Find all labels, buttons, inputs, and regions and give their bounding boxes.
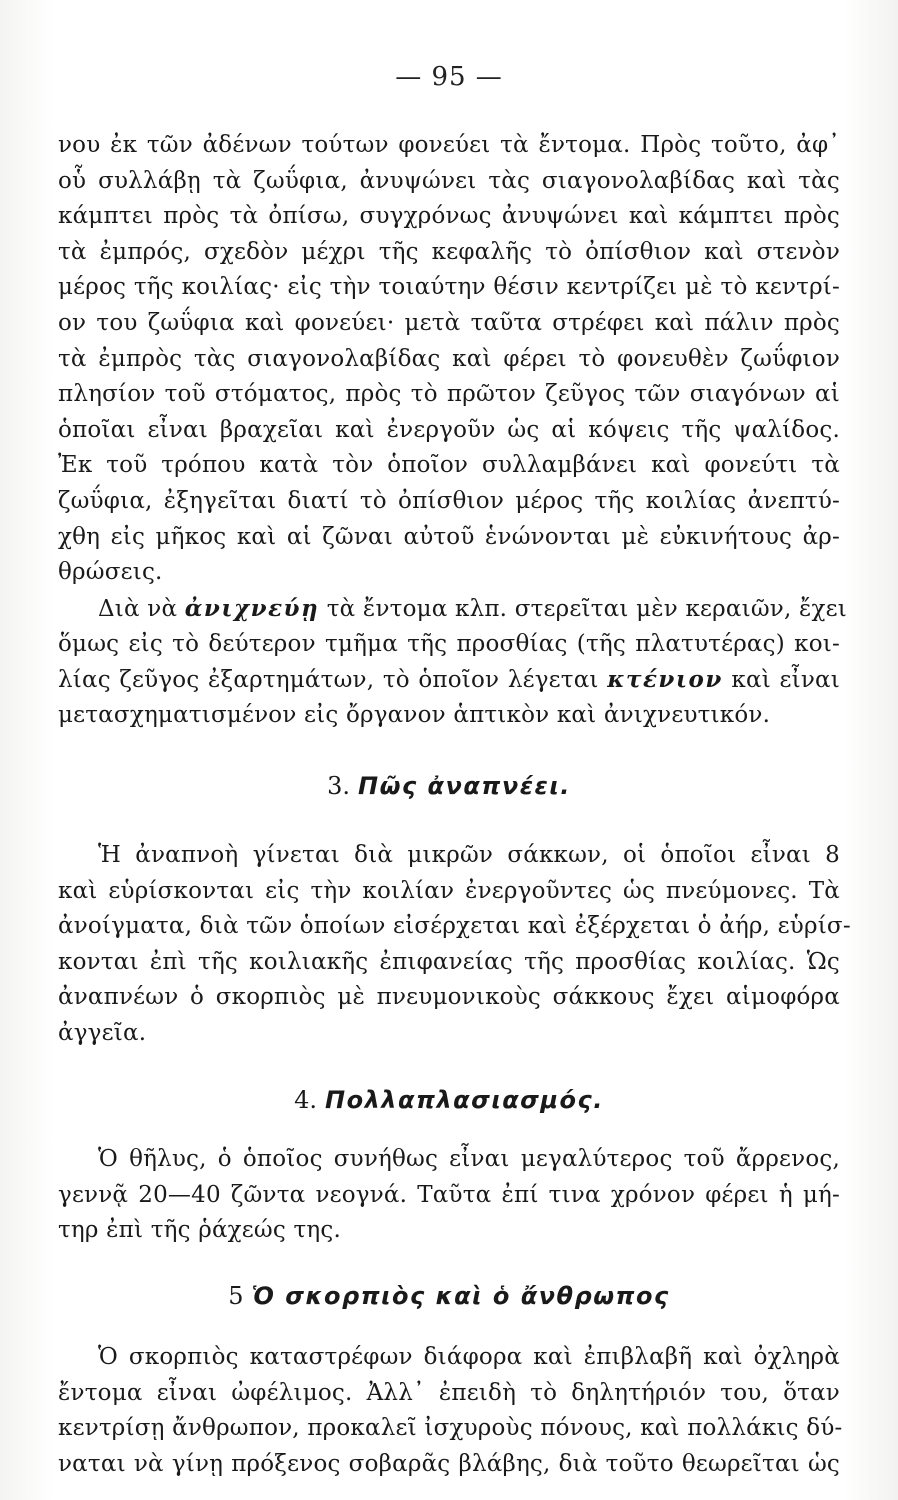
text-line: κονται ἐπὶ τῆς κοιλιακῆς ἐπιφανείας τῆς προσθίας κοιλίας. Ὡς <box>58 948 840 975</box>
heading-title: Πολλαπλασιασμός. <box>325 1086 604 1114</box>
heading-number: 5 <box>228 1282 244 1310</box>
emphasized-term: ἀνιχνεύῃ <box>184 595 320 622</box>
text-line: χθη εἰς μῆκος καὶ αἱ ζῶναι αὐτοῦ ἑνώνονται μὲ εὐκινήτους ἀρ- <box>58 523 840 550</box>
text-fragment: καὶ εἶναι <box>722 667 840 694</box>
text-line: Ὁ θῆλυς, ὁ ὁποῖος συνήθως εἶναι μεγαλύτερος τοῦ ἄρρενος, <box>98 1146 840 1172</box>
paragraph-scorpion-sensing <box>58 591 848 733</box>
text-line: μέρος τῆς κοιλίας· εἰς τὴν τοιαύτην θέσιν κεντρίζει μὲ τὸ κεντρί- <box>58 274 840 301</box>
text-line: οὗ συλλάβῃ τὰ ζωΰφια, ἀνυψώνει τὰς σιαγονολαβίδας καὶ τὰς <box>58 167 840 194</box>
text-line: Ἡ ἀναπνοὴ γίνεται διὰ μικρῶν σάκκων, οἱ ὁποῖοι εἶναι 8 <box>98 842 840 868</box>
text-line: τὰ ἐμπρὸς τὰς σιαγονολαβίδας καὶ φέρει τὸ φονευθὲν ζωΰφιον <box>58 345 840 372</box>
text-line: τηρ ἐπὶ τῆς ῥάχεώς της. <box>58 1217 341 1244</box>
text-line <box>58 662 840 698</box>
text-line: καὶ εὑρίσκονται εἰς τὴν κοιλίαν ἐνεργοῦντες ὡς πνεύμονες. Τὰ <box>58 877 840 904</box>
heading-number: 4. <box>294 1086 318 1114</box>
page-number: — 95 — <box>395 62 503 92</box>
text-line: ὅμως εἰς τὸ δεύτερον τμῆμα τῆς προσθίας (τῆς πλατυτέρας) κοι- <box>58 630 840 657</box>
paragraph-reproduction <box>58 1142 840 1249</box>
section-heading-5 <box>0 1278 898 1314</box>
text-line: πλησίον τοῦ στόματος, πρὸς τὸ πρῶτον ζεῦγος τῶν σιαγόνων αἱ <box>58 381 840 408</box>
text-line: ἀγγεῖα. <box>58 1019 147 1046</box>
section-heading-4 <box>0 1082 898 1118</box>
paragraph-scorpion-and-man <box>58 1340 843 1482</box>
text-line: θρώσεις. <box>58 559 163 586</box>
text-line <box>58 591 848 627</box>
emphasized-term: κτένιον <box>607 666 723 694</box>
heading-title: Πῶς ἀναπνέει. <box>358 772 571 800</box>
text-line: κεντρίσῃ ἄνθρωπον, προκαλεῖ ἰσχυροὺς πόνους, καὶ πολλάκις δύ- <box>58 1415 843 1442</box>
text-fragment: λίας ζεῦγος ἐξαρτημάτων, τὸ ὁποῖον λέγεται <box>58 667 608 694</box>
text-fragment: Διὰ νὰ <box>98 596 185 622</box>
text-line: Ὁ σκορπιὸς καταστρέφων διάφορα καὶ ἐπιβλαβῆ καὶ ὀχληρὰ <box>98 1344 840 1370</box>
paragraph-breathing <box>58 838 851 1052</box>
text-line: ναται νὰ γίνῃ πρόξενος σοβαρᾶς βλάβης, διὰ τοῦτο θεωρεῖται ὡς <box>58 1450 840 1477</box>
text-line: ἔντομα εἶναι ὠφέλιμος. Ἀλλ᾽ ἐπειδὴ τὸ δηλητήριόν του, ὅταν <box>58 1379 840 1406</box>
text-line: ζωΰφια, ἐξηγεῖται διατί τὸ ὀπίσθιον μέρος τῆς κοιλίας ἀνεπτύ- <box>58 487 840 514</box>
section-heading-3 <box>0 768 898 804</box>
text-line: ον του ζωΰφια καὶ φονεύει· μετὰ ταῦτα στρέφει καὶ πάλιν πρὸς <box>58 309 840 336</box>
text-line: ἀναπνέων ὁ σκορπιὸς μὲ πνευμονικοὺς σάκκους ἔχει αἱμοφόρα <box>58 984 840 1011</box>
text-line: τὰ ἐμπρός, σχεδὸν μέχρι τῆς κεφαλῆς τὸ ὀπίσθιον καὶ στενὸν <box>58 238 840 265</box>
text-line: ἀνοίγματα, διὰ τῶν ὁποίων εἰσέρχεται καὶ ἐξέρχεται ὁ ἀήρ, εὑρίσ- <box>58 913 851 940</box>
text-line: νου ἐκ τῶν ἀδένων τούτων φονεύει τὰ ἔντομα. Πρὸς τοῦτο, ἀφ᾽ <box>58 132 840 158</box>
text-line: μετασχηματισμένον εἰς ὄργανον ἁπτικὸν καὶ ἀνιχνευτικόν. <box>58 701 771 728</box>
text-line: Ἐκ τοῦ τρόπου κατὰ τὸν ὁποῖον συλλαμβάνει καὶ φονεύτι τὰ <box>58 452 840 479</box>
text-line: γεννᾷ 20—40 ζῶντα νεογνά. Ταῦτα ἐπί τινα χρόνον φέρει ἡ μή- <box>58 1181 840 1208</box>
text-fragment: τὰ ἔντομα κλπ. στερεῖται μὲν κεραιῶν, ἔχει <box>319 596 848 622</box>
heading-title: Ὁ σκορπιὸς καὶ ὁ ἄνθρωπος <box>251 1282 670 1310</box>
heading-number: 3. <box>327 772 351 800</box>
text-line: ὁποῖαι εἶναι βραχεῖαι καὶ ἐνεργοῦν ὡς αἱ κόψεις τῆς ψαλίδος. <box>58 416 840 443</box>
paragraph-scorpion-hunting <box>58 128 840 591</box>
text-line: κάμπτει πρὸς τὰ ὀπίσω, συγχρόνως ἀνυψώνει καὶ κάμπτει πρὸς <box>58 203 840 230</box>
